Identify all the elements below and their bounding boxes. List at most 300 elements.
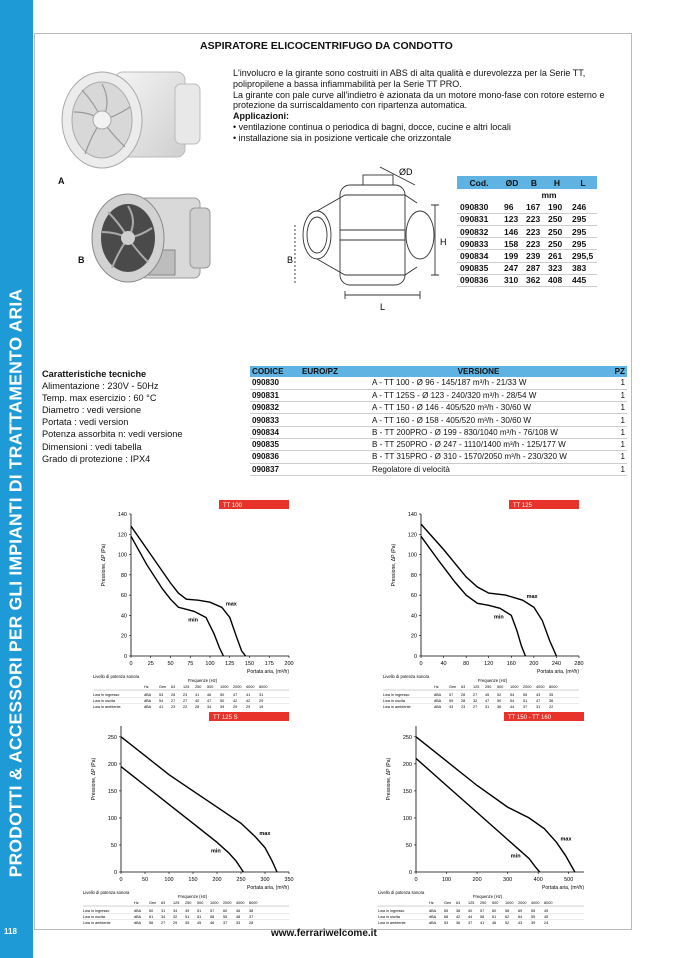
x-axis-label: Portata aria, (m³/h) [247, 885, 289, 891]
noise-col-header: 2000 [523, 685, 532, 689]
y-tick-label: 50 [405, 842, 412, 849]
dim-cell: 223 [523, 213, 545, 225]
noise-cell: 60 [492, 909, 497, 913]
noise-cell: 36 [456, 921, 461, 924]
noise-cell: dBA [144, 705, 152, 708]
footer-url: www.ferrariwelcome.it [271, 928, 377, 939]
noise-col-header: Gen [149, 901, 157, 905]
noise-cell: 32 [173, 915, 178, 919]
noise-col-header: 1000 [505, 901, 514, 905]
y-tick-label: 150 [402, 788, 412, 795]
noise-cell: 27 [473, 693, 478, 697]
noise-cell: 34 [207, 705, 212, 708]
dim-cell: 167 [523, 201, 545, 213]
noise-cell: 40 [468, 909, 473, 913]
noise-cell: 61 [149, 915, 154, 919]
dim-row [457, 238, 597, 250]
product-cell: 090836 [250, 451, 300, 463]
noise-cell: dBA [134, 915, 142, 919]
dim-cell: 362 [523, 274, 545, 286]
x-axis-label: Portata aria, (m³/h) [247, 669, 289, 675]
noise-cell: 39 [220, 705, 225, 708]
x-tick-label: 100 [164, 877, 174, 883]
noise-cell: 35 [185, 921, 190, 924]
product-row [250, 389, 627, 401]
y-tick-label: 40 [410, 613, 417, 620]
applications-heading: Applicazioni: [233, 111, 289, 122]
noise-col-header: 2000 [518, 901, 527, 905]
dim-cell: 158 [501, 238, 523, 250]
noise-cell: 45 [197, 921, 202, 924]
x-tick-label: 300 [503, 877, 513, 883]
dim-row [457, 213, 597, 225]
noise-col-header: Gen [444, 901, 452, 905]
prod-header: VERSIONE [360, 366, 597, 377]
desc-line-1: L'involucro e la girante sono costruiti in ABS di alta qualità e durevolezza per la Serie TT, polipropilene a bassa infiammabilità per la Serie TT PRO. [233, 68, 586, 89]
noise-cell: 36 [497, 705, 502, 708]
product-cell: A - TT 125S - Ø 123 - 240/320 m³/h - 28/54 W [360, 389, 597, 401]
product-cell: A - TT 100 - Ø 96 - 145/187 m³/h - 21/33 W [360, 377, 597, 389]
noise-cell: 49 [185, 909, 190, 913]
noise-cell: 37 [523, 705, 528, 708]
noise-cell: 32 [473, 699, 478, 703]
noise-freq-label: Frequenze (Hz) [188, 678, 218, 683]
noise-col-header: 4000 [536, 685, 545, 689]
product-cell: 090835 [250, 438, 300, 450]
product-cell: B - TT 200PRO - Ø 199 - 830/1040 m³/h - 76/108 W [360, 426, 597, 438]
noise-col-header: 63 [161, 901, 166, 905]
noise-cell: Lwa in ingresso [83, 909, 110, 913]
dim-cell: 223 [523, 238, 545, 250]
dim-header: H [545, 176, 569, 189]
noise-freq-label: Frequenze (Hz) [178, 894, 208, 899]
dim-cell: 323 [545, 262, 569, 274]
noise-cell: 28 [249, 921, 254, 924]
product-cell: 090834 [250, 426, 300, 438]
noise-cell: 57 [449, 693, 454, 697]
noise-cell: 42 [456, 915, 461, 919]
noise-cell: 33 [236, 921, 241, 924]
y-tick-label: 100 [107, 815, 117, 822]
y-tick-label: 250 [402, 734, 412, 741]
noise-cell: 19 [259, 705, 264, 708]
dim-cell: 250 [545, 226, 569, 238]
product-cell [300, 451, 360, 463]
chart-tt125 [383, 500, 589, 708]
noise-cell: 28 [461, 693, 466, 697]
noise-cell: 44 [510, 705, 515, 708]
noise-col-header: 63 [171, 685, 176, 689]
noise-cell: 59 [449, 699, 454, 703]
noise-cell: 42 [246, 699, 251, 703]
dim-cell: 146 [501, 226, 523, 238]
product-cell: 090833 [250, 414, 300, 426]
chart-tt100 [93, 500, 299, 708]
dim-cell: 295,5 [569, 250, 597, 262]
x-tick-label: 25 [147, 661, 154, 667]
dim-cell: 250 [545, 238, 569, 250]
dim-cell: 261 [545, 250, 569, 262]
y-axis-label: Pressione, ΔP (Pa) [101, 543, 107, 587]
y-tick-label: 0 [123, 654, 127, 660]
noise-cell: 43 [449, 705, 454, 708]
product-row [250, 438, 627, 450]
noise-cell: 52 [497, 693, 502, 697]
noise-cell: 34 [173, 909, 178, 913]
tech-line: Temp. max esercizio : 60 °C [42, 393, 157, 404]
product-cell: 1 [597, 389, 627, 401]
noise-cell: 69 [518, 909, 523, 913]
y-axis-label: Pressione, ΔP (Pa) [91, 757, 97, 801]
dim-row [457, 274, 597, 286]
noise-col-header: 4000 [236, 901, 245, 905]
noise-col-header: 8000 [544, 901, 553, 905]
x-axis-label: Portata aria, (m³/h) [542, 885, 584, 891]
noise-cell: 50 [220, 699, 225, 703]
noise-cell: 52 [505, 921, 510, 924]
tech-line: Dimensioni : vedi tabella [42, 441, 142, 452]
noise-col-header: 2000 [233, 685, 242, 689]
series-label: max [225, 601, 237, 608]
dim-cell: 090830 [457, 201, 501, 213]
noise-col-header: 1000 [210, 901, 219, 905]
x-tick-label: 280 [574, 661, 584, 667]
product-cell [300, 463, 360, 475]
noise-cell: 45 [485, 693, 490, 697]
y-tick-label: 60 [120, 593, 127, 600]
noise-col-header: 8000 [549, 685, 558, 689]
noise-cell: 53 [159, 693, 164, 697]
noise-cell: 62 [505, 915, 510, 919]
x-tick-label: 75 [187, 661, 194, 667]
description [233, 68, 623, 144]
dim-cell: 408 [545, 274, 569, 286]
noise-cell: 51 [197, 915, 202, 919]
x-tick-label: 100 [205, 661, 215, 667]
noise-heading: Livello di potenza sonora [93, 674, 140, 679]
x-tick-label: 400 [533, 877, 543, 883]
noise-cell: 50 [220, 693, 225, 697]
noise-cell: 55 [531, 915, 536, 919]
dim-cell: 090835 [457, 262, 501, 274]
x-tick-label: 0 [129, 661, 133, 667]
noise-cell: 41 [246, 693, 251, 697]
noise-cell: 37 [468, 921, 473, 924]
noise-cell: 34 [161, 915, 166, 919]
dim-cell: 090832 [457, 226, 501, 238]
chart-tt125s [83, 712, 299, 924]
page-number: 118 [4, 927, 17, 936]
tech-line: Portata : vedi version [42, 417, 129, 428]
noise-cell: Lwa in ingresso [93, 693, 120, 697]
label-b: B [78, 255, 85, 265]
dim-cell: 295 [569, 238, 597, 250]
noise-cell: 68 [444, 915, 449, 919]
series-label: max [526, 594, 538, 601]
x-tick-label: 200 [529, 661, 539, 667]
y-tick-label: 20 [410, 633, 417, 640]
noise-col-header: 2000 [223, 901, 232, 905]
dimensions-table [457, 176, 597, 287]
noise-cell: 61 [492, 915, 497, 919]
noise-cell: dBA [429, 921, 437, 924]
product-cell: 090830 [250, 377, 300, 389]
y-tick-label: 50 [110, 842, 117, 849]
noise-heading: Livello di potenza sonora [383, 674, 430, 679]
noise-cell: 28 [461, 699, 466, 703]
x-tick-label: 80 [463, 661, 470, 667]
noise-col-header: 4000 [531, 901, 540, 905]
product-cell: B - TT 315PRO - Ø 310 - 1570/2050 m³/h - 230/320 W [360, 451, 597, 463]
dim-cell: 287 [523, 262, 545, 274]
noise-cell: 27 [161, 921, 166, 924]
product-row [250, 414, 627, 426]
x-tick-label: 175 [264, 661, 274, 667]
noise-cell: Lwa in ambiente [383, 705, 411, 708]
y-tick-label: 20 [120, 633, 127, 640]
product-cell: 1 [597, 451, 627, 463]
noise-cell: dBA [434, 705, 442, 708]
noise-cell: 31 [485, 705, 490, 708]
noise-col-header: 125 [473, 685, 480, 689]
dim-cell: 310 [501, 274, 523, 286]
dim-header: Cod. [457, 176, 501, 189]
y-tick-label: 100 [407, 552, 417, 559]
fan-a-image [60, 62, 205, 177]
x-tick-label: 150 [188, 877, 198, 883]
noise-cell: 51 [523, 699, 528, 703]
noise-cell: 28 [195, 705, 200, 708]
tech-line: Alimentazione : 230V - 50Hz [42, 381, 159, 392]
dim-cell: 199 [501, 250, 523, 262]
noise-cell: 27 [183, 699, 188, 703]
noise-cell: 37 [223, 921, 228, 924]
x-tick-label: 100 [441, 877, 452, 883]
y-tick-label: 100 [402, 815, 412, 822]
noise-cell: 22 [183, 705, 188, 708]
noise-cell: 58 [480, 915, 485, 919]
series-max-line [421, 524, 556, 656]
noise-heading: Livello di potenza sonora [83, 890, 130, 895]
x-tick-label: 125 [225, 661, 235, 667]
noise-cell: 29 [233, 705, 238, 708]
noise-cell: Lwa in ambiente [378, 921, 406, 924]
dim-cell: 123 [501, 213, 523, 225]
dim-row [457, 201, 597, 213]
noise-col-header: 250 [195, 685, 202, 689]
noise-cell: dBA [144, 693, 152, 697]
chart-tt150-160 [378, 712, 594, 924]
noise-cell: 53 [444, 921, 449, 924]
y-tick-label: 100 [117, 552, 127, 559]
noise-cell: Lwa in uscita [383, 699, 405, 703]
noise-col-header: 500 [197, 901, 204, 905]
noise-cell: 46 [236, 909, 241, 913]
x-tick-label: 150 [244, 661, 255, 667]
tech-specs [42, 368, 182, 465]
dim-cell: 190 [545, 201, 569, 213]
noise-col-header: 500 [207, 685, 214, 689]
noise-cell: 57 [210, 909, 215, 913]
noise-col-header: 250 [185, 901, 192, 905]
product-cell: 090837 [250, 463, 300, 475]
noise-col-header: 125 [468, 901, 475, 905]
y-tick-label: 0 [408, 870, 412, 876]
noise-cell: 60 [223, 909, 228, 913]
noise-cell: dBA [429, 915, 437, 919]
dim-cell: 247 [501, 262, 523, 274]
product-cell [300, 426, 360, 438]
noise-cell: 54 [510, 699, 515, 703]
product-row [250, 426, 627, 438]
x-tick-label: 50 [167, 661, 174, 667]
drawing-label-h: H [440, 237, 447, 247]
noise-col-header: 4000 [246, 685, 255, 689]
noise-col-header: Hz [429, 901, 434, 905]
x-tick-label: 0 [419, 661, 423, 667]
x-tick-label: 200 [212, 877, 222, 883]
x-tick-label: 40 [440, 661, 447, 667]
series-max-line [131, 526, 246, 656]
noise-cell: dBA [134, 909, 142, 913]
y-tick-label: 40 [120, 613, 127, 620]
noise-cell: 56 [149, 921, 154, 924]
noise-cell: 38 [456, 909, 461, 913]
noise-cell: 23 [171, 705, 176, 708]
product-cell: 1 [597, 402, 627, 414]
noise-cell: 55 [223, 915, 228, 919]
noise-cell: 46 [492, 921, 497, 924]
noise-cell: 45 [544, 915, 549, 919]
noise-cell: Lwa in ingresso [383, 693, 410, 697]
dim-cell: 295 [569, 213, 597, 225]
noise-cell: 22 [549, 705, 554, 708]
noise-cell: Lwa in uscita [83, 915, 105, 919]
noise-cell: Lwa in ambiente [83, 921, 111, 924]
noise-cell: dBA [434, 693, 442, 697]
noise-col-header: 63 [461, 685, 466, 689]
noise-cell: 27 [171, 699, 176, 703]
chart-title: TT 100 [223, 503, 242, 509]
application-1: • ventilazione continua o periodica di bagni, docce, cucine e altri locali [233, 121, 511, 132]
noise-cell: 23 [183, 693, 188, 697]
y-tick-label: 140 [117, 512, 127, 518]
series-max-line [121, 737, 277, 872]
noise-cell: 40 [195, 699, 200, 703]
dim-cell: 090834 [457, 250, 501, 262]
product-cell: B - TT 250PRO - Ø 247 - 1110/1400 m³/h - 125/177 W [360, 438, 597, 450]
dim-cell: 445 [569, 274, 597, 286]
noise-cell: 55 [523, 693, 528, 697]
dim-cell: 383 [569, 262, 597, 274]
x-tick-label: 350 [284, 877, 294, 883]
x-tick-label: 160 [506, 661, 516, 667]
noise-col-header: Hz [434, 685, 439, 689]
product-cell: 090831 [250, 389, 300, 401]
noise-cell: 47 [233, 693, 238, 697]
dim-unit: mm [541, 190, 557, 201]
series-min-line [131, 536, 223, 656]
noise-col-header: Gen [159, 685, 167, 689]
noise-cell: 46 [207, 693, 212, 697]
noise-cell: 64 [518, 915, 523, 919]
noise-cell: 43 [536, 693, 541, 697]
product-cell [300, 414, 360, 426]
dim-header: B [523, 176, 545, 189]
y-tick-label: 200 [107, 761, 117, 768]
chart-title: TT 125 S [213, 715, 238, 721]
noise-cell: 29 [246, 705, 251, 708]
series-min-line [416, 758, 540, 872]
noise-cell: Lwa in uscita [378, 915, 400, 919]
series-label: min [510, 853, 521, 860]
noise-col-header: 500 [497, 685, 504, 689]
noise-cell: 36 [549, 699, 554, 703]
noise-cell: dBA [429, 909, 437, 913]
y-axis-label: Pressione, ΔP (Pa) [391, 543, 397, 587]
y-tick-label: 200 [402, 761, 412, 768]
y-tick-label: 60 [410, 593, 417, 600]
sidebar [0, 0, 33, 958]
noise-cell: 41 [195, 693, 200, 697]
noise-cell: 42 [233, 699, 238, 703]
x-tick-label: 0 [414, 877, 418, 883]
noise-cell: 43 [518, 921, 523, 924]
product-cell: 1 [597, 414, 627, 426]
noise-cell: 51 [197, 909, 202, 913]
noise-cell: dBA [134, 921, 142, 924]
noise-col-header: 125 [183, 685, 190, 689]
sidebar-title: PRODOTTI & ACCESSORI PER GLI IMPIANTI DI TRATTAMENTO ARIA [5, 288, 26, 878]
noise-heading: Livello di potenza sonora [378, 890, 425, 895]
noise-cell: 38 [249, 909, 254, 913]
drawing-label-l: L [380, 302, 386, 312]
noise-cell: 54 [510, 693, 515, 697]
drawing-label-b: B [287, 255, 294, 265]
noise-col-header: 250 [480, 901, 487, 905]
product-cell [300, 438, 360, 450]
product-cell: A - TT 160 - Ø 158 - 405/520 m³/h - 30/60 W [360, 414, 597, 426]
application-2: • installazione sia in posizione verticale che orizzontale [233, 132, 452, 143]
product-cell [300, 377, 360, 389]
series-label: min [188, 617, 198, 624]
noise-col-header: Gen [449, 685, 457, 689]
product-cell: 1 [597, 438, 627, 450]
x-tick-label: 300 [260, 877, 270, 883]
noise-cell: 41 [159, 705, 164, 708]
noise-cell: Lwa in ambiente [93, 705, 121, 708]
product-cell: Regolatore di velocità [360, 463, 597, 475]
noise-cell: 47 [207, 699, 212, 703]
noise-cell: 31 [536, 705, 541, 708]
product-row [250, 463, 627, 475]
y-tick-label: 250 [107, 734, 117, 741]
desc-line-2: La girante con pale curve all'indietro è azionata da un motore mono-fase con rotore esterno e protezione da surriscaldamento con ripartenza automatica. [233, 89, 605, 111]
noise-cell: 65 [444, 909, 449, 913]
noise-cell: 26 [171, 693, 176, 697]
dim-cell: 250 [545, 213, 569, 225]
noise-cell: 44 [468, 915, 473, 919]
noise-cell: 23 [461, 705, 466, 708]
x-tick-label: 240 [551, 661, 562, 667]
noise-col-header: Hz [134, 901, 139, 905]
prod-header: PZ [597, 366, 627, 377]
series-min-line [121, 767, 243, 872]
noise-cell: 51 [185, 915, 190, 919]
y-tick-label: 150 [107, 788, 117, 795]
product-row [250, 377, 627, 389]
y-tick-label: 0 [113, 870, 117, 876]
